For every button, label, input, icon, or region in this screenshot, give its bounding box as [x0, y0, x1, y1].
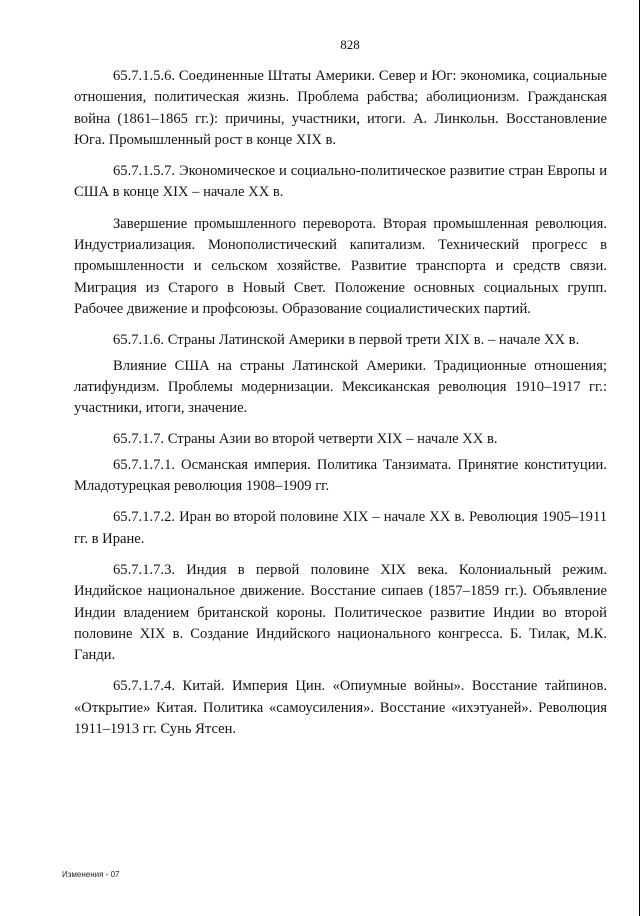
paragraph-latin-america-body: Влияние США на страны Латинской Америки. Традиционные отношения; латифундизм. Проблемы модернизации. Мексиканская революция 1910–1917 гг.: участники, итоги, значение. — [74, 357, 607, 417]
paragraph-ottoman-empire: 65.7.1.7.1. Османская империя. Политика Танзимата. Принятие конституции. Младотурецкая революция 1908–1909 гг. — [74, 456, 607, 495]
body-text — [74, 66, 607, 744]
paragraph-iran: 65.7.1.7.2. Иран во второй половине XIX – начале XX в. Революция 1905–1911 гг. в Иране. — [74, 509, 607, 547]
paragraph-us-north-south: 65.7.1.5.6. Соединенные Штаты Америки. Север и Юг: экономика, социальные отношения, политическая жизнь. Проблема рабства; аболиционизм. Гражданская война (1861–1865 гг.): причины, участники, итоги. А. Линкольн. Восстановление Юга. Промышленный рост в конце XIX в. — [74, 68, 607, 148]
paragraph-china: 65.7.1.7.4. Китай. Империя Цин. «Опиумные войны». Восстание тайпинов. «Открытие» Китая. Политика «самоусиления». Восстание «ихэтуаней». Революция 1911–1913 гг. Сунь Ятсен. — [74, 678, 607, 738]
paragraph-latin-america-heading: 65.7.1.6. Страны Латинской Америки в первой трети XIX в. – начале XX в. — [113, 332, 580, 349]
page-number: 828 — [340, 37, 360, 52]
paragraph-india: 65.7.1.7.3. Индия в первой половине XIX века. Колониальный режим. Индийское национальное движение. Восстание сипаев (1857–1859 гг.). Объявление Индии владением британской короны. Политическое развитие Индии во второй половине XIX в. Создание Индийского национального конгресса. Б. Тилак, М.К. Ганди. — [74, 561, 607, 664]
paragraph-europe-us-heading: 65.7.1.5.7. Экономическое и социально-политическое развитие стран Европы и США в конце XIX – начале XX в. — [74, 163, 607, 201]
footer-revision: Изменения - 07 — [62, 870, 120, 879]
paragraph-industrial-revolution: Завершение промышленного переворота. Вторая промышленная революция. Индустриализация. Монополистический капитализм. Технический прогресс в промышленности и сельском хозяйстве. Развитие транспорта и средств связи. Миграция из Старого в Новый Свет. Положение основных социальных групп. Рабочее движение и профсоюзы. Образование социалистических партий. — [74, 215, 607, 317]
paragraph-asia-heading: 65.7.1.7. Страны Азии во второй четверти XIX – начале XX в. — [113, 431, 498, 448]
